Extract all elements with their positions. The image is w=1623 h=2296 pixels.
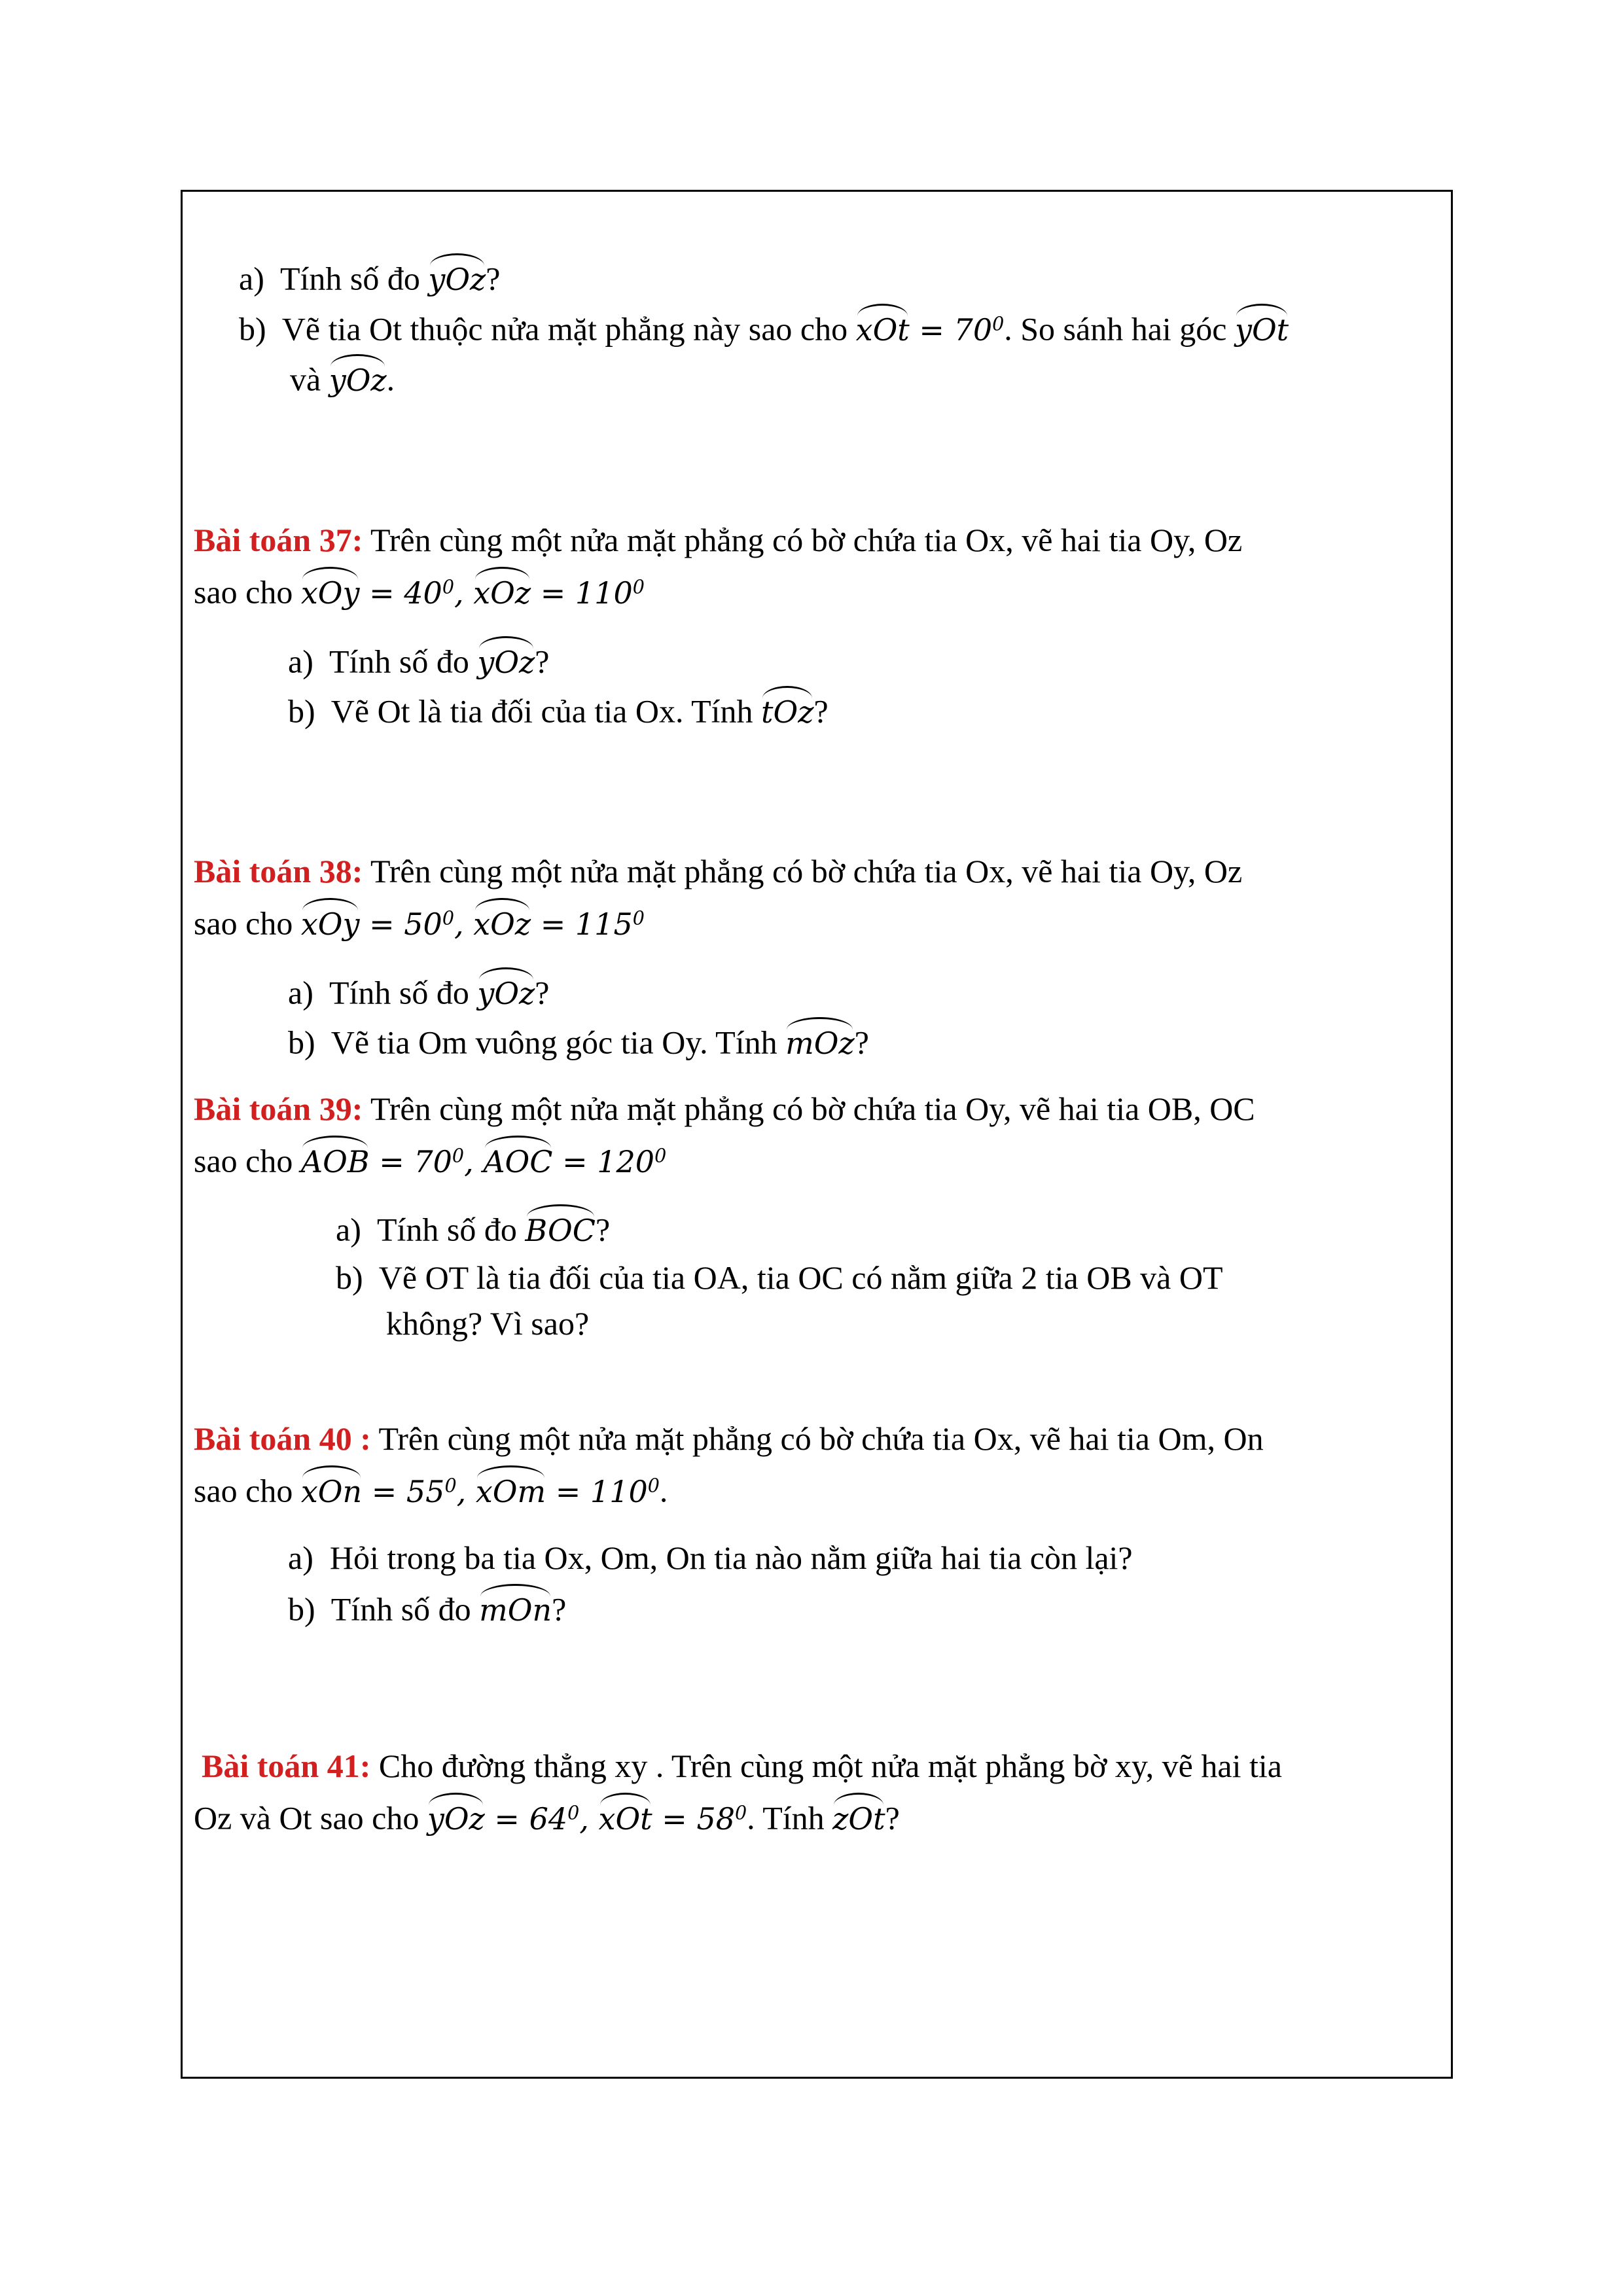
problem-38-heading: Bài toán 38: [194,853,363,889]
problem-37-item-a: a) Tính số đo yOz? [288,640,550,682]
problem-40-heading: Bài toán 40 : [194,1420,371,1457]
problem-40-item-a: a) Hỏi trong ba tia Ox, Om, On tia nào nằm giữa hai tia còn lại? [288,1539,1133,1576]
problem-41-heading: Bài toán 41: [202,1748,371,1784]
problem-37-statement: Bài toán 37: Trên cùng một nửa mặt phẳng có bờ chứa tia Ox, vẽ hai tia Oy, Oz [194,522,1243,558]
problem-41-statement: Bài toán 41: Cho đường thẳng xy . Trên cùng một nửa mặt phẳng bờ xy, vẽ hai tia [202,1748,1282,1784]
problem-39-statement: Bài toán 39: Trên cùng một nửa mặt phẳng có bờ chứa tia Oy, vẽ hai tia OB, OC [194,1090,1255,1127]
intro-item-b-cont: và yOz. [290,358,395,400]
problem-40-item-b: b) Tính số đo mOn? [288,1588,566,1630]
angle-yOz: yOz [329,358,387,400]
angle-yOz: yOz [428,257,486,299]
problem-40-condition: sao cho xOn = $55^0$, xOm = $110^0$. [194,1469,668,1511]
problem-37-heading: Bài toán 37: [194,522,363,558]
angle-yOt: yOt [1235,308,1289,350]
problem-39-item-b: b) Vẽ OT là tia đối của tia OA, tia OC có nằm giữa 2 tia OB và OT [336,1259,1223,1296]
intro-item-b: b) Vẽ tia Ot thuộc nửa mặt phẳng này sao cho xOt = $70^0$. So sánh hai góc yOt [239,308,1289,350]
problem-39-item-a: a) Tính số đo BOC? [336,1208,610,1250]
problem-37-item-b: b) Vẽ Ot là tia đối của tia Ox. Tính tOz? [288,690,829,732]
problem-frame [181,190,1453,2079]
problem-39-item-b-cont: không? Vì sao? [386,1305,590,1342]
problem-39-condition: sao cho AOB = $70^0$, AOC = $120^0$ [194,1139,666,1181]
problem-38-item-b: b) Vẽ tia Om vuông góc tia Oy. Tính mOz? [288,1021,869,1063]
problem-38-statement: Bài toán 38: Trên cùng một nửa mặt phẳng có bờ chứa tia Ox, vẽ hai tia Oy, Oz [194,853,1243,889]
problem-39-heading: Bài toán 39: [194,1090,363,1127]
problem-37-condition: sao cho xOy = $40^0$, xOz = $110^0$ [194,571,645,613]
intro-item-a: a) Tính số đo yOz? [239,257,501,299]
problem-38-item-a: a) Tính số đo yOz? [288,971,550,1013]
problem-38-condition: sao cho xOy = $50^0$, xOz = $115^0$ [194,902,645,944]
problem-41-condition: Oz và Ot sao cho yOz = $64^0$, xOt = $58^0$. Tính zOt? [194,1797,900,1839]
angle-xOt: xOt [856,308,910,350]
problem-40-statement: Bài toán 40 : Trên cùng một nửa mặt phẳng có bờ chứa tia Ox, vẽ hai tia Om, On [194,1420,1264,1457]
